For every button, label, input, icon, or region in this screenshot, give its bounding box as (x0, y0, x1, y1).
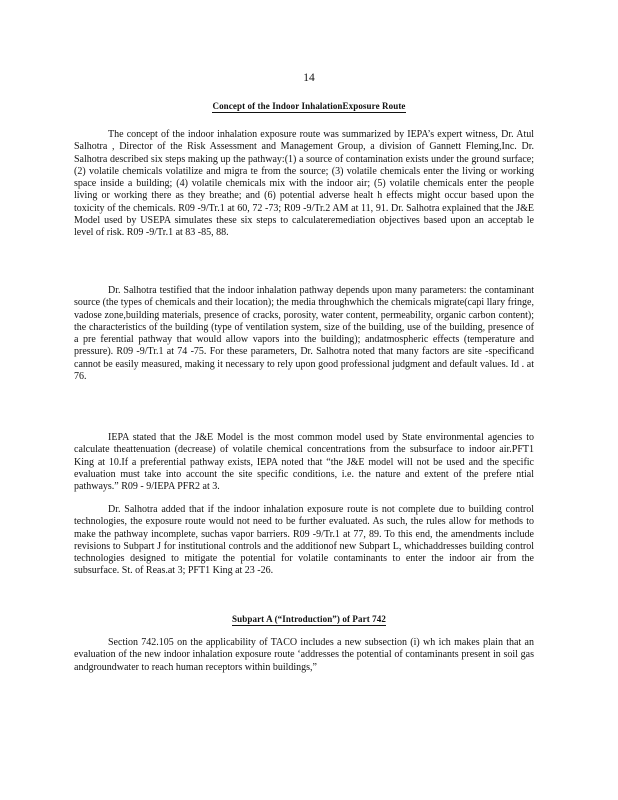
section-heading-indoor-inhalation (0, 101, 618, 113)
section-heading-subpart-a (0, 614, 618, 626)
paragraph: The concept of the indoor inhalation exposure route was summarized by IEPA’s expert witness, Dr. Atul Salhotra , Director of the Risk Assessment and Management Group, a division of Gannett Fleming,Inc. Dr. Salhotra described six steps making up the pathway:(1) a source of contamination exists under the ground surface;(2) volatile chemicals volatilize and migra te from the source; (3) volatile chemicals enter the living or working space inside a building; (4) volatile chemicals mix with the indoor air; (5) volatile chemicals enter the people living or working there as they breathe; and (6) potential adverse healt h effects might occur based upon the toxicity of the chemicals. R09 -9/Tr.1 at 60, 72 -73; R09 -9/Tr.2 AM at 11, 91. Dr. Salhotra explained that the J&E Model used by USEPA simulates these six steps to calculateremediation objectives based upon an acceptab le level of risk. R09 -9/Tr.1 at 83 -85, 88. (74, 129, 534, 239)
paragraph: Dr. Salhotra added that if the indoor inhalation exposure route is not complete due to building control technologies, the exposure route would not need to be further evaluated. As such, the rules allow for methods to make the pathway incomplete, suchas vapor barriers. R09 -9/Tr.1 at 77, 89. To this end, the amendments include revisions to Subpart J for institutional controls and the additionof new Subpart L, whichaddresses building control technologies designed to mitigate the potential for volatile contaminants to enter the indoor air from the subsurface. St. of Reas.at 3; PFT1 King at 23 -26. (74, 504, 534, 577)
paragraph: Dr. Salhotra testified that the indoor inhalation pathway depends upon many parameters: the contaminant source (the types of chemicals and their location); the media throughwhich the chemicals migrate(capi llary fringe, vadose zone,building materials, presence of cracks, porosity, water content, permeability, organic carbon content); the characteristics of the building (type of ventilation system, size of the building, use of the building, presence of a pre ferential pathway that would allow vapors into the building); andatmospheric effects (temperature and pressure). R09 -9/Tr.1 at 74 -75. For these parameters, Dr. Salhotra noted that many factors are site -specificand cannot be easily measured, making it necessary to rely upon good professional judgment and default values. Id . at 76. (74, 285, 534, 383)
paragraph: IEPA stated that the J&E Model is the most common model used by State environmental agencies to calculate theattenuation (decrease) of volatile chemical concentrations from the subsurface to indoor air.PFT1 King at 10.If a preferential pathway exists, IEPA noted that “the J&E model will not be used and the specific evaluation must take into account the site specific conditions, i.e. the nature and extent of the prefere ntial pathways.” R09 - 9/IEPA PFR2 at 3. (74, 432, 534, 493)
paragraph: Section 742.105 on the applicability of TACO includes a new subsection (i) wh ich makes plain that an evaluation of the new indoor inhalation exposure route ‘addresses the potential of contaminants present in soil gas andgroundwater to reach human receptors within buildings,” (74, 637, 534, 673)
section-heading-text: Subpart A (“Introduction”) of Part 742 (232, 614, 386, 624)
section-heading-text: Concept of the Indoor InhalationExposure Route (212, 101, 406, 111)
page-number: 14 (303, 72, 315, 84)
